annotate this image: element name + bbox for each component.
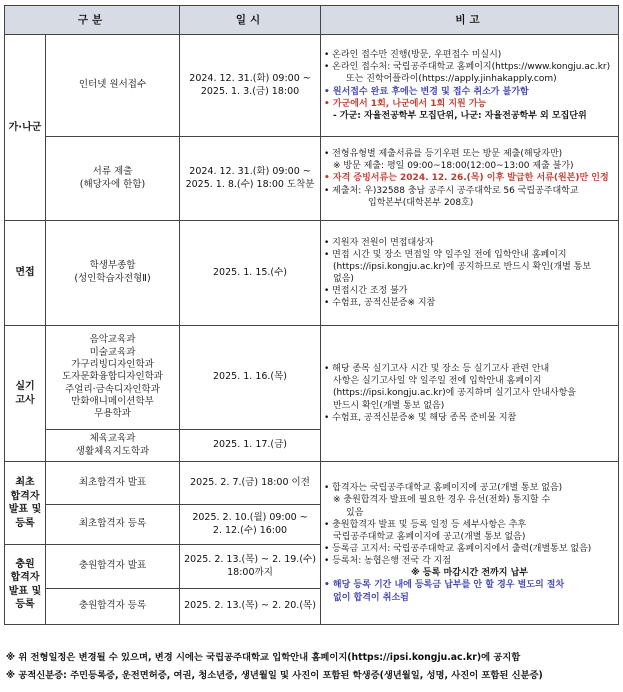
category-additional-admission: 충원 합격자 발표 및 등록 [5,545,46,625]
note-line: ※ 방문 제출: 평일 09:00~18:00(12:00~13:00 제출 불가) [333,161,574,172]
note-line: 국립공주대학교 홈페이지에 공고(개별 통보 없음) [333,531,526,542]
table-row [5,326,619,430]
category-interview: 면접 [5,221,46,326]
internet-application-date: 2024. 12. 31.(화) 09:00 ~ 2025. 1. 3.(금) 18:00 [180,35,321,137]
header-remarks: 비고 [321,6,619,35]
note-line: • 면접시간 조정 불가 [324,286,408,297]
note-line: 또는 진학어플라이(https://apply.jinhakapply.com) [346,74,557,85]
note-line: (https://ipsi.kongju.ac.kr)에 공지하며 실기고사 안내사항을 [333,388,576,399]
additional-registration-date: 2025. 2. 13.(목) ~ 2. 20.(목) [180,589,321,625]
practical-group1-date: 2025. 1. 16.(목) [180,326,321,430]
note-line: • 온라인 접수만 진행(방문, 우편접수 미실시) [324,50,502,61]
document-submission-notes [321,137,619,221]
note-line: • 등록금 고지서: 국립공주대학교 홈페이지에서 출력(개별통보 없음) [324,544,592,554]
additional-registration-label: 충원합격자 등록 [46,589,180,625]
table-row [5,137,619,221]
note-line: • 충원합격자 발표 및 등록 일정 등 세부사항은 추후 [324,519,527,530]
additional-announcement-date: 2025. 2. 13.(목) ~ 2. 19.(수) 18:00까지 [180,545,321,589]
practical-group1-label: 음악교육과 미술교육과 가구리빙디자인학과 도자문화융합디자인학과 주얼리·금속디자인학과 만화애니메이션학부 무용학과 [46,326,180,430]
note-line: • 해당 등록 기간 내에 등록금 납부를 안 할 경우 별도의 절차 [324,580,565,591]
note-line: (https://ipsi.kongju.ac.kr)에 공지하므로 반드시 확인(개별 통보 [333,261,592,272]
note-line: 없이 합격이 취소됨 [333,592,409,603]
initial-registration-label: 최초합격자 등록 [46,505,180,545]
note-line: • 온라인 접수처: 국립공주대학교 홈페이지(https://www.kongju.ac.kr) [324,62,611,73]
table-row [5,221,619,326]
note-line: • 전형유형별 제출서류를 등기우편 또는 방문 제출(해당자만) [324,149,563,160]
category-ganagun: 가·나군 [5,35,46,221]
note-line: 반드시 확인(개별 통보 없음) [333,400,445,411]
footer-note-schedule-change: ※ 위 전형일정은 변경될 수 있으며, 변경 시에는 국립공주대학교 입학안내 홈페이지(https://ipsi.kongju.ac.kr)에 공지함 [6,652,521,663]
table-row [5,462,619,505]
note-line: ※ 등록 마감시간 전까지 납부 [411,568,528,579]
header-row [5,6,619,35]
note-line: • 등록처: 농협은행 전국 각 지점 [324,556,451,567]
interview-label: 학생부종합 (성인학습자전형Ⅱ) [46,221,180,326]
note-line: • 원서접수 완료 후에는 변경 및 접수 취소가 불가함 [324,86,529,97]
note-line: 있음 [346,507,364,518]
internet-application-notes [321,35,619,137]
note-line: • 자격 증빙서류는 2024. 12. 26.(목) 이후 발급한 서류(원본)만 인정 [324,173,609,184]
note-line: • 면접 시간 및 장소 면접일 약 일주일 전에 입학안내 홈페이지 [324,249,567,260]
practical-group2-label: 체육교육과 생활체육지도학과 [46,430,180,462]
note-line: • 수험표, 공적신분증※ 및 해당 종목 준비물 지참 [324,412,517,423]
practical-group2-date: 2025. 1. 17.(금) [180,430,321,462]
interview-date: 2025. 1. 15.(수) [180,221,321,326]
category-practical-exam: 실기 고사 [5,326,46,462]
result-notes [321,462,619,625]
schedule-table [4,5,619,625]
initial-registration-date: 2025. 2. 10.(월) 09:00 ~ 2. 12.(수) 16:00 [180,505,321,545]
note-line: • 가군에서 1회, 나군에서 1회 지원 가능 [324,98,487,109]
note-line: ※ 충원합격자 발표에 필요한 경우 유선(전화) 통지할 수 [333,495,551,506]
note-line: 입학본부(대학본부 208호) [368,197,474,208]
initial-announcement-label: 최초합격자 발표 [46,462,180,505]
internet-application-label: 인터넷 원서접수 [46,35,180,137]
note-line: 없음) [333,274,354,284]
interview-notes [321,221,619,326]
note-line: - 가군: 자율전공학부 모집단위, 나군: 자율전공학부 외 모집단위 [333,110,587,121]
initial-announcement-date: 2025. 2. 7.(금) 18:00 이전 [180,462,321,505]
category-initial-admission: 최초 합격자 발표 및 등록 [5,462,46,545]
footer-note-id-documents: ※ 공적신분증: 주민등록증, 운전면허증, 여권, 청소년증, 생년월일 및 사진이 포함된 학생증(생년월일, 성명, 사진이 포함된 신분증) [6,670,543,681]
note-line: • 합격자는 국립공주대학교 홈페이지에 공고(개별 통보 없음) [324,483,563,494]
note-line: • 지원자 전원이 면접대상자 [324,237,434,248]
document-submission-label: 서류 제출 (해당자에 한함) [46,137,180,221]
header-datetime: 일시 [180,6,321,35]
additional-announcement-label: 충원합격자 발표 [46,545,180,589]
document-submission-date: 2024. 12. 31.(화) 09:00 ~ 2025. 1. 8.(수) 18:00 도착분 [180,137,321,221]
note-line: • 수험표, 공적신분증※ 지참 [324,298,436,309]
table-row [5,35,619,137]
note-line: 사항은 실기고사일 약 일주일 전에 입학안내 홈페이지 [333,376,542,387]
practical-exam-notes [321,326,619,462]
note-line: • 제출처: 우)32588 충남 공주시 공주대학로 56 국립공주대학교 [324,185,579,196]
header-category: 구분 [5,6,180,35]
note-line: • 해당 종목 실기고사 시간 및 장소 등 실기고사 관련 안내 [324,364,550,375]
